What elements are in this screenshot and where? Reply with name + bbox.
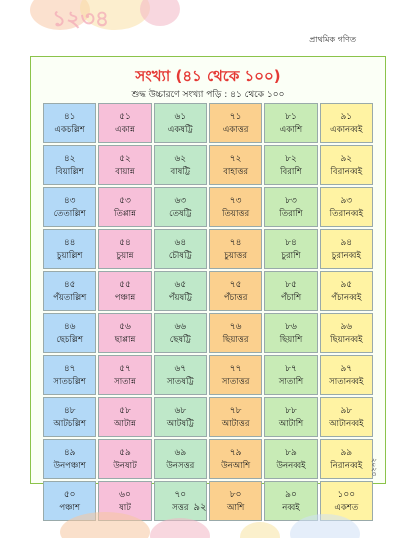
number-word: চুয়াত্তর xyxy=(224,250,248,261)
number-cell xyxy=(264,397,317,437)
number-cell xyxy=(209,145,262,185)
number-word: সাতাশি xyxy=(278,376,304,387)
number-cell xyxy=(43,145,96,185)
number-word: আশি xyxy=(226,502,245,513)
number-word: আটাশি xyxy=(278,418,304,429)
number-cell xyxy=(209,271,262,311)
number-cell xyxy=(154,355,207,395)
number-word: নিরানব্বই xyxy=(330,460,363,471)
number-digit: ৮৯ xyxy=(285,447,297,458)
number-word: তেষট্টি xyxy=(169,208,192,219)
number-word: নব্বই xyxy=(282,502,300,513)
number-cell xyxy=(209,229,262,269)
number-digit: ৯৩ xyxy=(340,195,353,206)
number-cell xyxy=(320,271,373,311)
number-cell xyxy=(209,187,262,227)
number-digit: ৭০ xyxy=(174,489,187,500)
number-digit: ৮৩ xyxy=(285,195,297,206)
number-digit: ১০০ xyxy=(337,489,356,500)
number-digit: ৫২ xyxy=(119,153,131,164)
number-word: উনষাট xyxy=(113,460,137,471)
number-cell xyxy=(98,145,151,185)
number-digit: ৮০ xyxy=(229,489,242,500)
number-word: বিয়াল্লিশ xyxy=(55,166,84,177)
table-row xyxy=(43,229,373,269)
number-cell xyxy=(154,271,207,311)
number-cell xyxy=(98,439,151,479)
number-digit: ৬৫ xyxy=(174,279,187,290)
number-cell xyxy=(154,313,207,353)
number-cell xyxy=(264,271,317,311)
number-word: একশত xyxy=(334,502,359,513)
number-word: উনপঞ্চাশ xyxy=(53,460,86,471)
number-word: তেতাল্লিশ xyxy=(53,208,86,219)
number-digit: ৯২ xyxy=(340,153,353,164)
number-digit: ৯৮ xyxy=(340,405,353,416)
number-word: আটষট্টি xyxy=(166,418,194,429)
number-cell xyxy=(98,229,151,269)
number-cell xyxy=(43,187,96,227)
number-word: তিরানব্বই xyxy=(329,208,363,219)
number-digit: ৫৯ xyxy=(119,447,131,458)
number-cell xyxy=(43,439,96,479)
number-cell xyxy=(264,145,317,185)
number-word: সত্তর xyxy=(172,502,189,513)
number-word: উনসত্তর xyxy=(166,460,195,471)
number-digit: ৫৪ xyxy=(119,237,131,248)
number-cell xyxy=(264,229,317,269)
number-word: পঁয়ষট্টি xyxy=(168,292,192,303)
number-cell xyxy=(264,313,317,353)
number-word: আটান্ন xyxy=(114,418,136,429)
number-word: চুয়ান্ন xyxy=(116,250,134,261)
table-row xyxy=(43,271,373,311)
number-digit: ৪৬ xyxy=(63,321,76,332)
number-word: উনআশি xyxy=(221,460,251,471)
number-cell xyxy=(209,103,262,143)
bottom-decoration xyxy=(0,504,400,538)
number-word: ছিয়াশি xyxy=(279,334,303,345)
number-digit: ৯৯ xyxy=(340,447,353,458)
number-cell xyxy=(320,439,373,479)
number-word: আটাত্তর xyxy=(221,418,250,429)
number-digit: ৯৫ xyxy=(340,279,353,290)
number-digit: ৫৮ xyxy=(119,405,131,416)
number-cell xyxy=(264,355,317,395)
number-digit: ৬৬ xyxy=(174,321,187,332)
table-row xyxy=(43,397,373,437)
number-cell xyxy=(154,229,207,269)
number-word: একাত্তর xyxy=(222,124,249,135)
page-number: ৯২ xyxy=(193,502,207,513)
number-word: একাশি xyxy=(279,124,303,135)
number-digit: ৮১ xyxy=(285,111,297,122)
number-word: আটচল্লিশ xyxy=(53,418,86,429)
number-digit: ৪৩ xyxy=(63,195,76,206)
number-digit: ৯০ xyxy=(285,489,297,500)
number-digit: ৫৫ xyxy=(119,279,131,290)
number-word: ছিয়ানব্বই xyxy=(330,334,363,345)
page-subtitle: শুদ্ধ উচ্চারণে সংখ্যা পড়ি : ৪১ থেকে ১০০ xyxy=(131,90,285,100)
number-cell xyxy=(43,313,96,353)
number-cell xyxy=(98,355,151,395)
number-word: চুয়াল্লিশ xyxy=(56,250,83,261)
number-cell xyxy=(43,229,96,269)
number-digit: ৮৮ xyxy=(285,405,297,416)
number-cell xyxy=(320,229,373,269)
number-digit: ৫০ xyxy=(63,489,76,500)
number-cell xyxy=(209,313,262,353)
number-digit: ৫১ xyxy=(119,111,131,122)
table-row xyxy=(43,313,373,353)
number-word: ছিয়াত্তর xyxy=(222,334,249,345)
number-digit: ৯৪ xyxy=(340,237,353,248)
number-word: একষট্টি xyxy=(167,124,193,135)
number-digit: ৯৭ xyxy=(340,363,353,374)
number-digit: ৪১ xyxy=(63,111,76,122)
number-word: পঞ্চাশ xyxy=(59,502,81,513)
number-word: সাতচল্লিশ xyxy=(53,376,86,387)
number-digit: ৬৭ xyxy=(174,363,187,374)
number-word: পঁচানব্বই xyxy=(331,292,362,303)
number-digit: ৭৪ xyxy=(229,237,242,248)
number-digit: ৭৫ xyxy=(229,279,242,290)
number-digit: ৮৪ xyxy=(285,237,297,248)
number-cell xyxy=(320,103,373,143)
number-cell xyxy=(98,271,151,311)
number-cell xyxy=(264,187,317,227)
number-digit: ৯৬ xyxy=(340,321,353,332)
number-digit: ৮২ xyxy=(285,153,297,164)
number-digit: ৭২ xyxy=(229,153,242,164)
number-word: বায়ান্ন xyxy=(115,166,135,177)
number-cell xyxy=(43,271,96,311)
number-word: তিপ্পান্ন xyxy=(114,208,136,219)
number-digit: ৪২ xyxy=(63,153,76,164)
number-cell xyxy=(154,103,207,143)
number-word: ষাট xyxy=(119,502,131,513)
number-digit: ৭৩ xyxy=(229,195,242,206)
number-digit: ৮৭ xyxy=(285,363,297,374)
decor-digits: ১২৩৪ xyxy=(52,7,110,32)
number-digit: ৪৮ xyxy=(63,405,76,416)
number-word: একান্ন xyxy=(115,124,135,135)
number-digit: ৭১ xyxy=(229,111,242,122)
number-cell xyxy=(209,439,262,479)
number-cell xyxy=(98,187,151,227)
number-word: বিরাশি xyxy=(280,166,302,177)
number-digit: ৬৯ xyxy=(174,447,187,458)
number-digit: ৬১ xyxy=(174,111,187,122)
number-word: চুরাশি xyxy=(281,250,301,261)
number-digit: ৯১ xyxy=(340,111,353,122)
number-digit: ৬৮ xyxy=(174,405,187,416)
number-cell xyxy=(320,397,373,437)
number-cell xyxy=(43,397,96,437)
subject-header: প্রাথমিক গণিত xyxy=(309,35,356,44)
number-cell xyxy=(320,145,373,185)
number-word: উননব্বই xyxy=(276,460,306,471)
number-word: তিরাশি xyxy=(279,208,303,219)
number-word: সাতান্ন xyxy=(114,376,136,387)
number-digit: ৫৭ xyxy=(119,363,131,374)
number-cell xyxy=(43,355,96,395)
number-word: ছাপ্পান্ন xyxy=(114,334,136,345)
page-title: সংখ্যা (৪১ থেকে ১০০) xyxy=(135,67,281,85)
number-cell xyxy=(154,439,207,479)
number-word: সাতানব্বই xyxy=(329,376,364,387)
number-cell xyxy=(98,103,151,143)
number-word: পঁয়তাল্লিশ xyxy=(53,292,87,303)
number-word: আটানব্বই xyxy=(329,418,364,429)
side-year: ২০২৩ xyxy=(370,458,378,477)
number-word: তিয়াত্তর xyxy=(222,208,250,219)
table-row xyxy=(43,187,373,227)
table-row xyxy=(43,439,373,479)
number-word: বিরানব্বই xyxy=(330,166,363,177)
number-digit: ৭৬ xyxy=(229,321,242,332)
number-word: চুরানব্বই xyxy=(331,250,361,261)
number-cell xyxy=(98,313,151,353)
number-cell xyxy=(209,397,262,437)
number-digit: ৪৭ xyxy=(63,363,76,374)
number-word: সাতাত্তর xyxy=(221,376,250,387)
number-cell xyxy=(98,397,151,437)
number-cell xyxy=(154,187,207,227)
number-word: ছেষট্টি xyxy=(169,334,191,345)
number-digit: ৪৯ xyxy=(63,447,76,458)
number-word: পঁচাত্তর xyxy=(223,292,248,303)
number-cell xyxy=(320,187,373,227)
table-row xyxy=(43,103,373,143)
number-word: বাষট্টি xyxy=(170,166,191,177)
number-cell xyxy=(264,439,317,479)
number-word: একচল্লিশ xyxy=(54,124,85,135)
table-row xyxy=(43,145,373,185)
number-digit: ৬০ xyxy=(119,489,131,500)
table-row xyxy=(43,355,373,395)
number-word: পঁচাশি xyxy=(280,292,302,303)
number-digit: ৬৩ xyxy=(174,195,187,206)
number-digit: ৭৯ xyxy=(229,447,242,458)
number-word: বাহাত্তর xyxy=(223,166,249,177)
number-cell xyxy=(320,355,373,395)
number-digit: ৪৪ xyxy=(63,237,76,248)
number-digit: ৫৬ xyxy=(119,321,131,332)
number-digit: ৬২ xyxy=(174,153,187,164)
number-word: একানব্বই xyxy=(330,124,363,135)
number-digit: ৮৫ xyxy=(285,279,297,290)
number-digit: ৭৭ xyxy=(229,363,242,374)
number-word: চৌষট্টি xyxy=(168,250,192,261)
number-cell xyxy=(154,397,207,437)
number-digit: ৬৪ xyxy=(174,237,187,248)
number-cell xyxy=(154,145,207,185)
number-digit: ৫৩ xyxy=(119,195,131,206)
number-digit: ৭৮ xyxy=(229,405,242,416)
number-digit: ৮৬ xyxy=(285,321,297,332)
number-grid xyxy=(41,101,375,523)
number-word: সাতষট্টি xyxy=(166,376,194,387)
number-table-frame xyxy=(30,56,386,513)
number-cell xyxy=(320,313,373,353)
number-digit: ৪৫ xyxy=(63,279,76,290)
number-cell xyxy=(43,103,96,143)
number-word: ছেচল্লিশ xyxy=(56,334,84,345)
number-cell xyxy=(264,103,317,143)
number-cell xyxy=(209,355,262,395)
number-word: পঞ্চান্ন xyxy=(114,292,136,303)
